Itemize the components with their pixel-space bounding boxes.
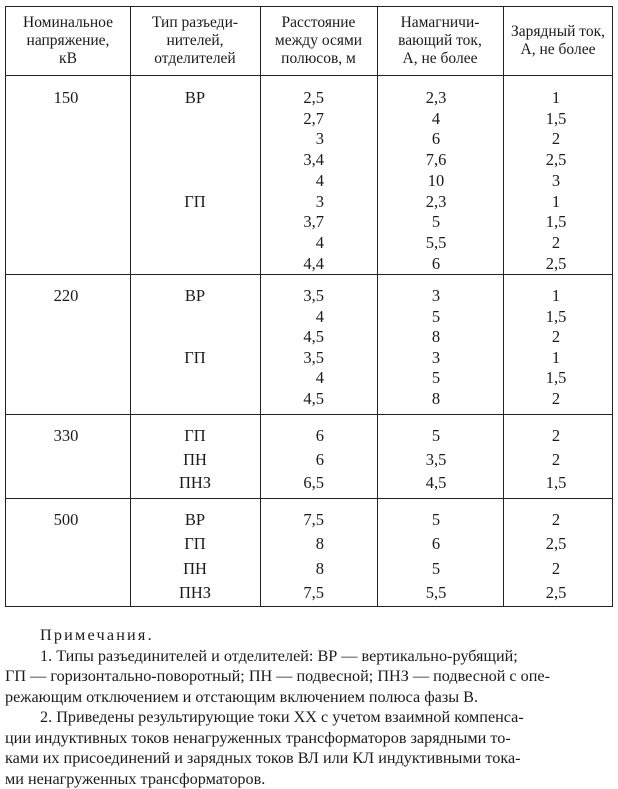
type-cell: ПНЗ [130,472,260,494]
note-line: режающим отключением и отстающим включением полюса фазы В. [5,687,612,708]
voltage-cell: 500 [6,509,126,531]
type-cell [130,326,260,348]
charging-cell: 2,5 [506,253,606,275]
column-divider [503,7,504,606]
charging-cell: 3 [506,170,606,192]
distance-cell: 8 [254,558,324,580]
note-line: 2. Приведены результирующие токи ХХ с учетом взаимной компенса- [40,707,612,728]
charging-cell: 1 [506,191,606,213]
magnetizing-cell: 7,6 [386,149,486,171]
distance-cell: 3,7 [254,211,324,233]
note-line: 1. Типы разъединителей и отделителей: ВР — вертикально-рубящий; [40,646,612,667]
voltage-cell: 150 [6,87,126,109]
magnetizing-cell: 6 [386,253,486,275]
distance-cell: 2,5 [254,87,324,109]
charging-cell: 1 [506,347,606,369]
magnetizing-cell: 2,3 [386,87,486,109]
distance-cell: 3 [254,191,324,213]
distance-cell: 3,5 [254,347,324,369]
type-cell [130,108,260,130]
magnetizing-cell: 8 [386,388,486,410]
type-cell: ПН [130,449,260,471]
type-cell: ВР [130,509,260,531]
magnetizing-cell: 3 [386,347,486,369]
note-line: ми ненагруженных трансформаторов. [5,769,612,789]
magnetizing-cell: 5 [386,367,486,389]
note-line: ции индуктивных токов ненагруженных трансформаторов зарядными то- [5,728,612,749]
charging-cell: 2 [506,449,606,471]
magnetizing-cell: 5 [386,509,486,531]
type-cell: ВР [130,87,260,109]
charging-cell: 1,5 [506,108,606,130]
charging-cell: 2 [506,232,606,254]
charging-cell: 1,5 [506,211,606,233]
column-divider [377,7,378,606]
distance-cell: 6 [254,449,324,471]
type-cell: ГП [130,533,260,555]
distance-cell: 6,5 [254,472,324,494]
distance-cell: 4 [254,306,324,328]
magnetizing-cell: 5 [386,306,486,328]
distance-cell: 4 [254,170,324,192]
voltage-cell: 330 [6,425,126,447]
type-cell [130,170,260,192]
group-divider [6,414,612,415]
header-voltage: Номинальное напряжение, кВ [6,7,130,75]
notes-title: Примечания. [40,625,612,646]
charging-cell: 1 [506,87,606,109]
magnetizing-cell: 5 [386,558,486,580]
charging-cell: 2 [506,558,606,580]
type-cell [130,306,260,328]
magnetizing-cell: 2,3 [386,191,486,213]
charging-cell: 2 [506,326,606,348]
charging-cell: 1,5 [506,306,606,328]
distance-cell: 7,5 [254,582,324,604]
type-cell [130,149,260,171]
charging-cell: 1,5 [506,367,606,389]
type-cell [130,211,260,233]
magnetizing-cell: 6 [386,128,486,150]
header-type: Тип разъеди- нителей, отделителей [130,7,260,75]
distance-cell: 4 [254,367,324,389]
charging-cell: 2 [506,509,606,531]
distance-cell: 4,5 [254,326,324,348]
type-cell: ПН [130,558,260,580]
charging-cell: 2 [506,128,606,150]
magnetizing-cell: 4 [386,108,486,130]
type-cell: ПНЗ [130,582,260,604]
type-cell [130,388,260,410]
charging-cell: 2 [506,425,606,447]
charging-cell: 2,5 [506,149,606,171]
distance-cell: 4,4 [254,253,324,275]
type-cell: ГП [130,191,260,213]
charging-cell: 2,5 [506,582,606,604]
type-cell [130,232,260,254]
distance-cell: 4,5 [254,388,324,410]
magnetizing-cell: 5,5 [386,232,486,254]
charging-cell: 2,5 [506,533,606,555]
distance-cell: 3 [254,128,324,150]
distance-cell: 6 [254,425,324,447]
header-magnetizing-current: Намагничи- вающий ток, А, не более [377,7,503,75]
magnetizing-cell: 3,5 [386,449,486,471]
magnetizing-cell: 3 [386,285,486,307]
magnetizing-cell: 10 [386,170,486,192]
distance-cell: 2,7 [254,108,324,130]
type-cell: ГП [130,347,260,369]
voltage-cell: 220 [6,285,126,307]
charging-cell: 2 [506,388,606,410]
charging-cell: 1 [506,285,606,307]
magnetizing-cell: 8 [386,326,486,348]
header-divider [6,75,612,76]
type-cell [130,128,260,150]
data-table [5,6,613,607]
distance-cell: 4 [254,232,324,254]
magnetizing-cell: 4,5 [386,472,486,494]
magnetizing-cell: 5 [386,211,486,233]
distance-cell: 8 [254,533,324,555]
note-line: ками их присоединений и зарядных токов ВЛ или КЛ индуктивными тока- [5,748,612,769]
type-cell [130,367,260,389]
magnetizing-cell: 5,5 [386,582,486,604]
note-line: ГП — горизонтально-поворотный; ПН — подвесной; ПНЗ — подвесной с опе- [5,666,612,687]
distance-cell: 3,5 [254,285,324,307]
distance-cell: 7,5 [254,509,324,531]
notes [40,625,612,789]
magnetizing-cell: 5 [386,425,486,447]
magnetizing-cell: 6 [386,533,486,555]
header-distance: Расстояние между осями полюсов, м [260,7,377,75]
type-cell: ГП [130,425,260,447]
group-divider [6,498,612,499]
distance-cell: 3,4 [254,149,324,171]
type-cell [130,253,260,275]
charging-cell: 1,5 [506,472,606,494]
header-charging-current: Зарядный ток, А, не более [503,7,613,75]
type-cell: ВР [130,285,260,307]
